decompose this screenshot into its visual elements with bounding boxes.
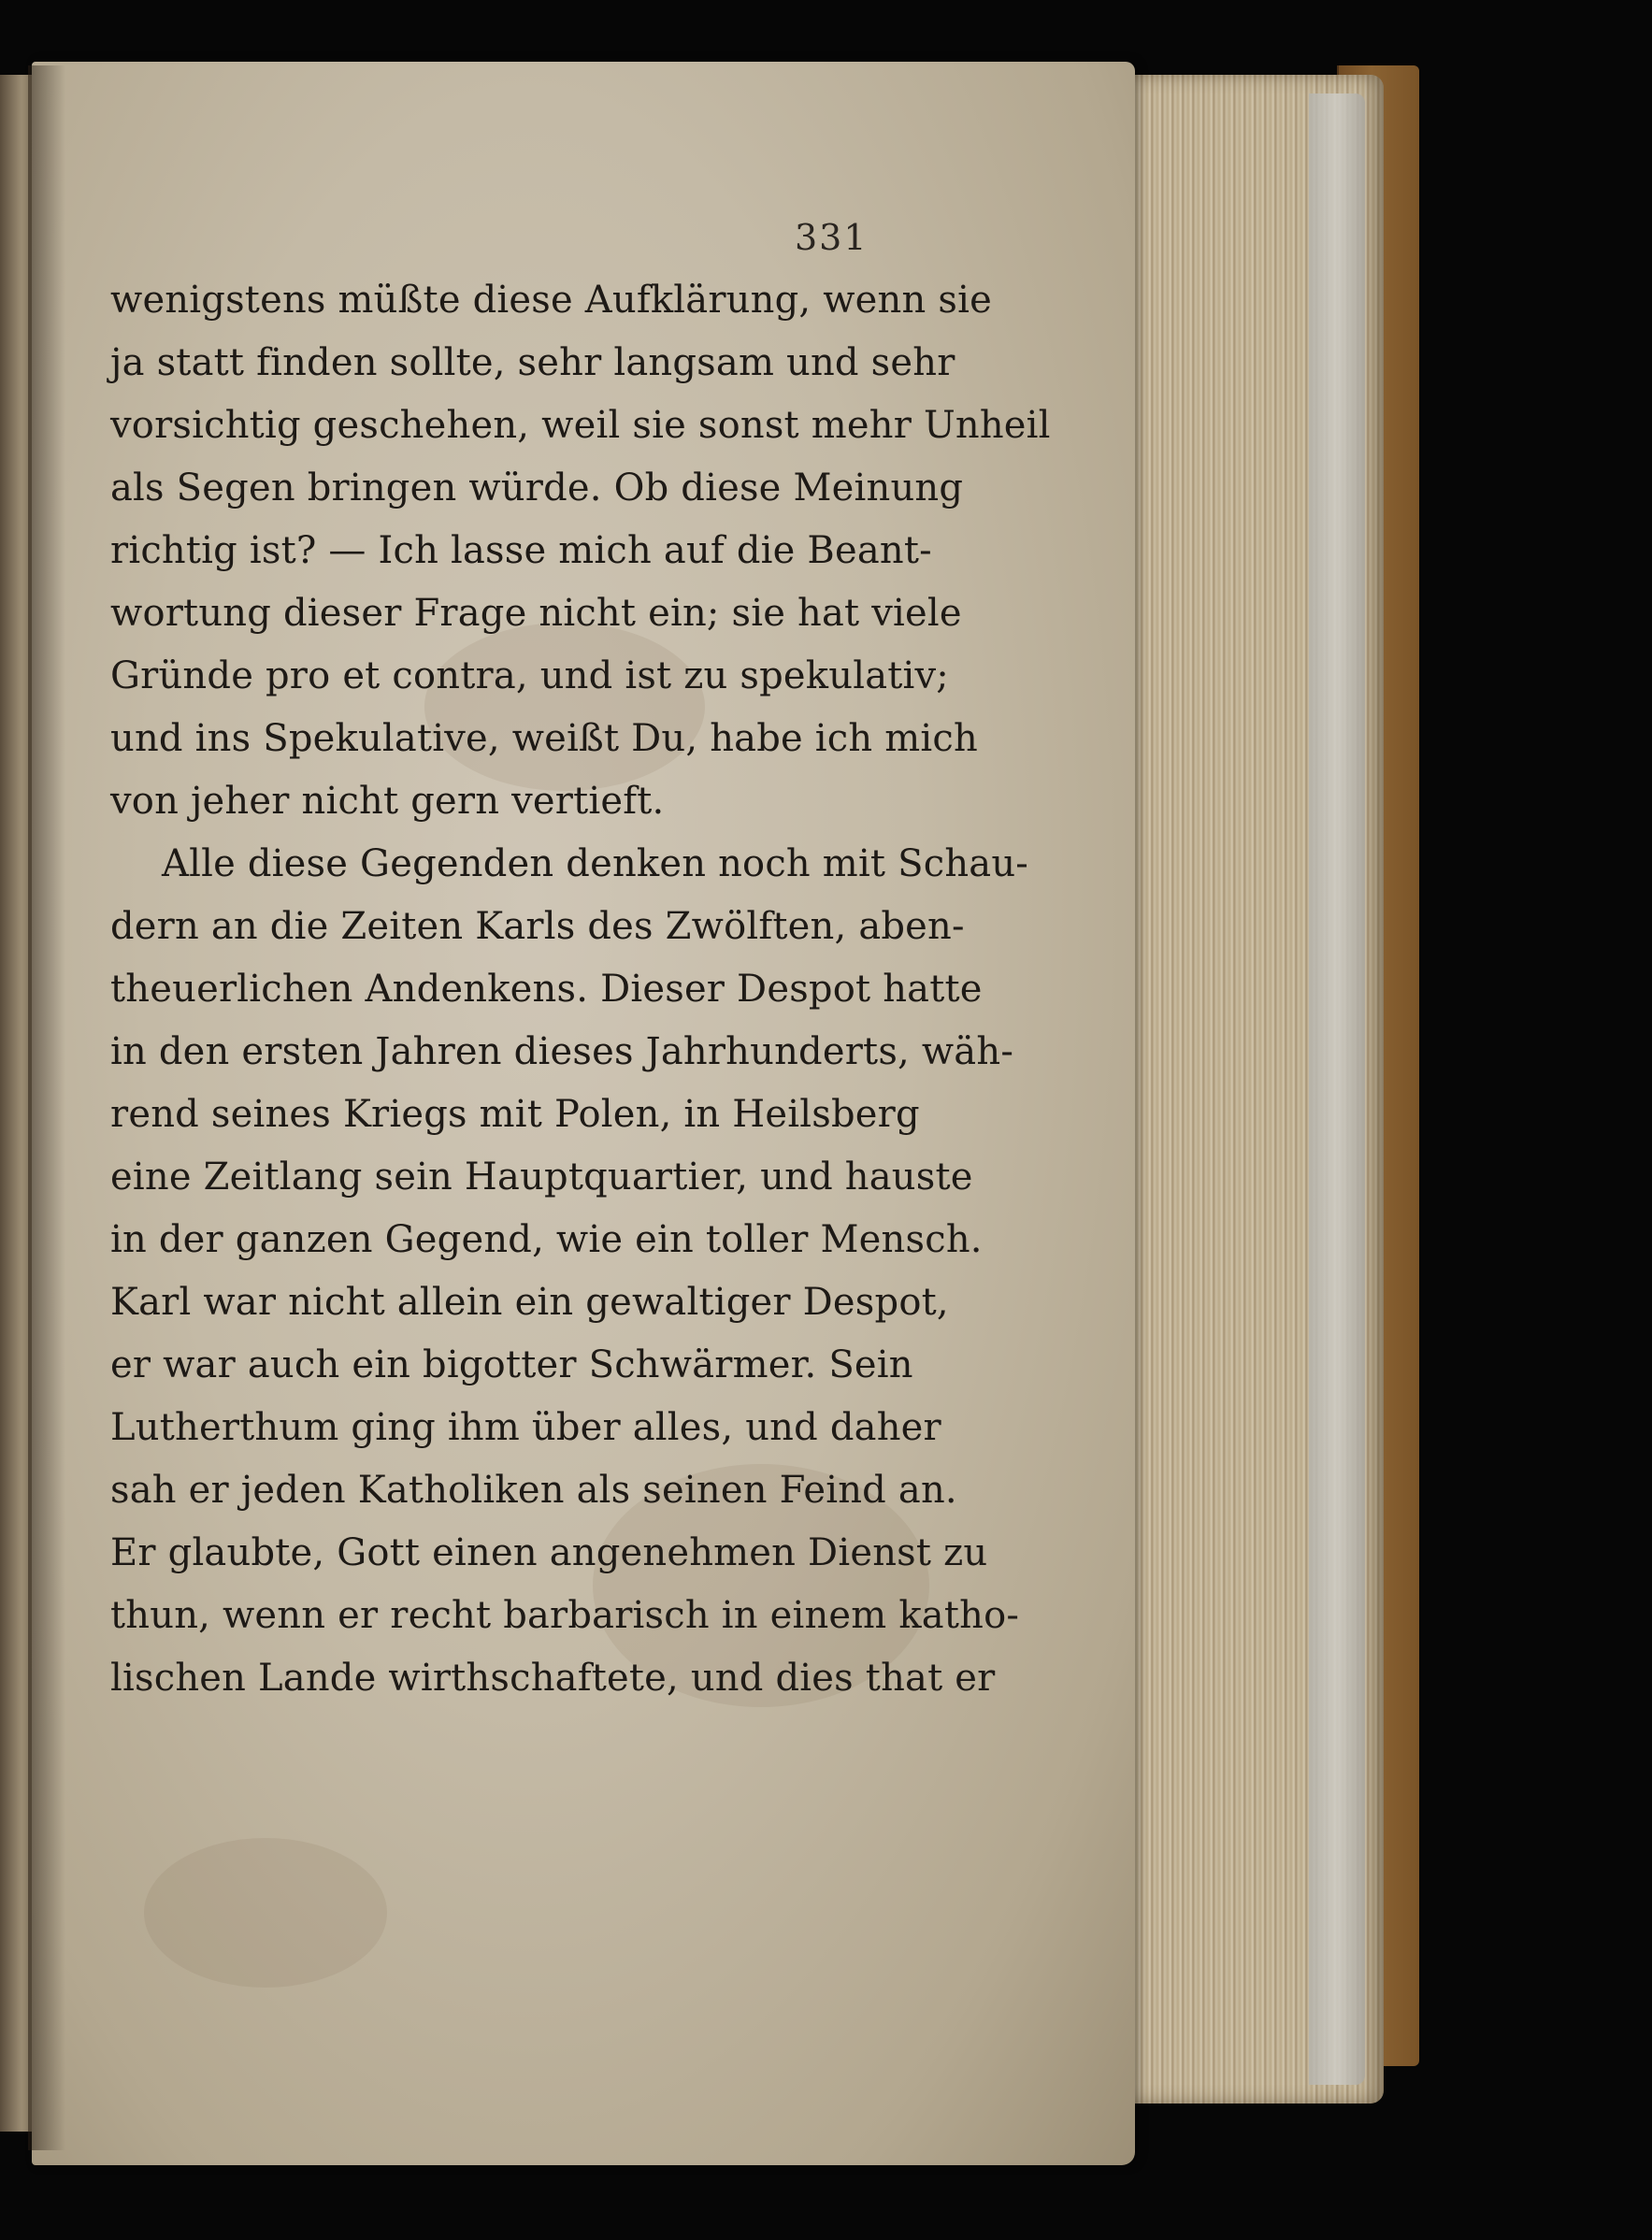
text-line: thun, wenn er recht barbarisch in einem katho- (110, 1594, 1020, 1637)
text-line: theuerlichen Andenkens. Dieser Despot hatte (110, 968, 983, 1011)
text-line: dern an die Zeiten Karls des Zwölften, aben- (110, 905, 965, 948)
text-line: eine Zeitlang sein Hauptquartier, und hauste (110, 1156, 973, 1199)
text-line: ja statt finden sollte, sehr langsam und sehr (110, 341, 955, 384)
text-line: Lutherthum ging ihm über alles, und daher (110, 1406, 941, 1449)
page-text (110, 269, 1051, 1710)
text-line: Er glaubte, Gott einen angenehmen Dienst zu (110, 1531, 988, 1574)
page-number: 331 (795, 217, 869, 258)
text-line: vorsichtig geschehen, weil sie sonst mehr Unheil (110, 404, 1051, 447)
spine-shadow (28, 65, 65, 2150)
text-line: wortung dieser Frage nicht ein; sie hat viele (110, 592, 962, 635)
text-line: in den ersten Jahren dieses Jahrhunderts, wäh- (110, 1030, 1014, 1073)
text-line: Karl war nicht allein ein gewaltiger Despot, (110, 1281, 949, 1324)
text-line: wenigstens müßte diese Aufklärung, wenn sie (110, 279, 992, 322)
page-block-inner (1309, 93, 1365, 2085)
text-line: Alle diese Gegenden denken noch mit Schau- (162, 842, 1029, 885)
text-line: er war auch ein bigotter Schwärmer. Sein (110, 1343, 913, 1386)
text-line: in der ganzen Gegend, wie ein toller Mensch. (110, 1218, 983, 1261)
text-line: Gründe pro et contra, und ist zu spekulativ; (110, 654, 949, 697)
text-line: als Segen bringen würde. Ob diese Meinung (110, 467, 964, 510)
text-line: lischen Lande wirthschaftete, und dies that er (110, 1657, 996, 1700)
text-line: rend seines Kriegs mit Polen, in Heilsberg (110, 1093, 920, 1136)
text-line: und ins Spekulative, weißt Du, habe ich mich (110, 717, 978, 760)
text-line: sah er jeden Katholiken als seinen Feind an. (110, 1469, 957, 1512)
text-line: von jeher nicht gern vertieft. (110, 780, 665, 823)
text-line: richtig ist? — Ich lasse mich auf die Beant- (110, 529, 932, 572)
